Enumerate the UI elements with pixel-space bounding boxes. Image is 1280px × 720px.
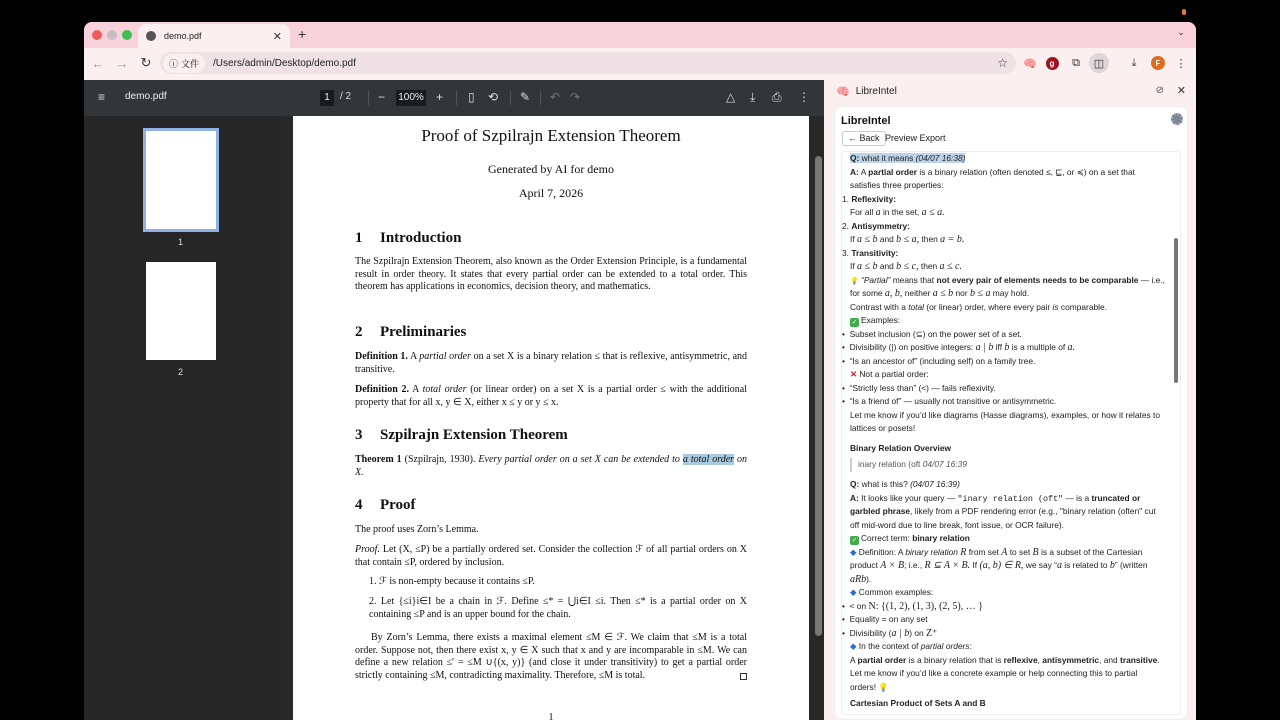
profile-button[interactable] [1148,53,1168,73]
intro-paragraph: The Szpilrajn Extension Theorem, also known as the Order Extension Principle, is a fundamental result in order theory. It states that every partial order can be extended to a total order. This theorem has applications in economics, decision theory, and mathematics. [355,256,747,293]
answer-line: aRb). [850,574,872,585]
question: Q: what is this? (04/07 16:39) [850,479,960,489]
document-author: Generated by AI for demo [488,162,614,176]
answer-line: product A × B; i.e., R ⊆ A × B. If (a, b) ∈ R, we say “a is related to b” (written [850,560,1148,571]
definition-1: Definition 1. A partial order on a set X is a binary relation ≤ that is reflexive, antisymmetric, and transitive. [355,351,748,375]
back-button[interactable]: ← [91,55,105,71]
pdf-filename: demo.pdf [125,91,167,102]
diamond-icon: ◆ [850,641,857,651]
answer-line: Contrast with a total (or linear) order, where every pair is comparable. [850,302,1107,312]
side-panel-icon[interactable]: ◫ [1089,53,1109,73]
redo-icon[interactable]: ↷ [570,90,581,104]
zoom-level-input[interactable]: 100% [396,90,426,106]
answer-line: If a ≤ b and b ≤ a, then a = b. [850,234,965,245]
list-item: • Equality = on any set [842,614,928,624]
cross-icon: ✕ [850,369,858,379]
answer-line: ✕ Not a partial order: [850,369,929,379]
section-heading: 4 Proof [355,497,416,513]
quoted-selection: inary relation (oft 04/07 16:39 [850,458,967,472]
g-extension-icon: g [1046,57,1059,70]
thumbnail-page-2[interactable] [146,262,216,360]
list-item: • “Is an ancestor of” (including self) on a family tree. [842,356,1036,366]
thumbnail-label: 1 [178,237,184,247]
answer-line: If a ≤ b and b ≤ c, then a ≤ c. [850,261,962,272]
proof-item-1: 1. ℱ is non-empty because it contains ≤P. [369,576,535,587]
page-number-input[interactable]: 1 [320,90,334,106]
page-total: / 2 [340,91,352,102]
side-panel-title: LibreIntel [855,85,897,97]
thumbnail-sidebar [84,116,280,720]
reload-button[interactable]: ↻ [140,55,152,70]
url-text: /Users/admin/Desktop/demo.pdf [213,57,356,69]
extensions-puzzle-icon[interactable]: ⧉ [1072,56,1080,69]
property-antisymmetry: 2. Antisymmetry: [842,221,910,231]
selected-text: a total order [682,454,735,465]
rotate-icon[interactable]: ⟲ [488,90,499,104]
brain-icon: 🧠 [836,85,850,98]
annotate-icon[interactable]: ✎ [520,90,531,104]
document-pane [280,116,824,720]
check-icon: ✓ [851,319,858,326]
libreintel-card [834,106,1188,720]
proof-paragraph: Proof. Let (X, ≤P) be a partially ordered set. Consider the collection ℱ of all partial orders on X that contain ≤P, ordered by inclusion. [355,544,748,568]
lightbulb-icon: 💡 [850,278,859,285]
property-reflexivity: 1. Reflexivity: [842,194,897,204]
check-icon: ✓ [851,537,858,544]
list-item: • Divisibility (|) on positive integers: a | b iff b is a multiple of a. [842,342,1076,353]
download-icon[interactable]: ⤓ [750,90,756,104]
answer-line: off mid-word due to line break, font issue, or OCR failure). [850,520,1064,530]
zorn-paragraph: By Zorn’s Lemma, there exists a maximal element ≤M ∈ ℱ. We claim that ≤M is a total order. Suppose not, then there exist x, y ∈ X such that x and y are incomparable in ≤M. We can define a new relation ≤′ = ≤M ∪{(x, y)} (and close it under transitivity) to get a partial order strictly containing ≤M, contradicting maximality. Therefore, ≤M is total. [355,632,747,682]
tab-demo-pdf[interactable] [138,24,290,48]
answer-line: A partial order is a binary relation that is reflexive, antisymmetric, and transitive. [850,655,1160,665]
divider [540,91,541,105]
minimize-window-button[interactable] [107,30,117,40]
section-title: Cartesian Product of Sets A and B [850,698,986,708]
gear-icon[interactable] [1171,113,1183,125]
answer-line: 💡 “Partial” means that not every pair of elements needs to be comparable — i.e., [850,275,1165,285]
list-item: • < on N: {(1, 2), (1, 3), (2, 5), … } [842,601,984,612]
section-heading: 2 Preliminaries [355,324,467,340]
divider [510,91,511,105]
definition-2: Definition 2. A total order (or linear order) on a set X is a partial order ≤ with the additional property that for all x, y ∈ X, either x ≤ y or y ≤ x. [355,384,748,408]
proof-item-2: 2. Let {≤i}i∈I be a chain in ℱ. Define ≤* = ⋃i∈I ≤i. Then ≤* is a partial order on X containing ≤P and is an upper bound for the chain. [369,596,747,620]
zoom-in-button[interactable]: + [436,90,444,104]
new-tab-button[interactable]: + [298,26,307,42]
answer-line: Let me know if you’d like diagrams (Hasse diagrams), examples, or how it relates to [850,410,1161,420]
answer-line: ✓ Examples: [851,315,901,326]
answer-line: garbled phrase, likely from a PDF rendering error (e.g., "binary relation (often" cut [850,506,1156,516]
info-icon: ⓘ [169,58,179,69]
sidebar-menu-icon[interactable]: ≡ [98,90,106,104]
site-info-label: 文件 [181,58,200,69]
answer-line: ✓ Correct term: binary relation [851,533,970,544]
thumbnail-label: 2 [178,367,184,377]
tab-title: demo.pdf [164,31,202,41]
divider [368,91,369,105]
answer-line: A: A partial order is a binary relation (often denoted ≤, ⊑, or ≼) on a set that [850,167,1135,177]
section-title: Binary Relation Overview [850,443,952,453]
diamond-icon: ◆ [850,587,857,597]
chrome-menu-icon[interactable]: ⋮ [1175,57,1187,70]
close-side-panel-icon[interactable]: ✕ [1176,85,1186,97]
browser-toolbar [84,48,1196,78]
zoom-out-button[interactable]: − [378,90,386,104]
answer-line: satisfies three properties: [850,180,944,190]
downloads-icon[interactable]: ⤓ [1131,56,1137,69]
bookmark-star-icon[interactable]: ☆ [997,56,1008,70]
site-info-chip[interactable] [163,54,205,73]
close-tab-icon[interactable]: ✕ [272,30,282,43]
back-button[interactable]: ← Back [842,131,886,146]
pdf-page-1 [293,116,809,720]
print-icon[interactable]: ⎙ [772,90,782,104]
document-title: Proof of Szpilrajn Extension Theorem [421,126,681,145]
tab-strip [84,22,1196,48]
side-panel-header [830,80,1196,102]
pdf-viewer [84,80,824,720]
maximize-window-button[interactable] [122,30,132,40]
answer-line: For all a in the set, a ≤ a. [850,207,945,218]
globe-icon [146,31,156,41]
answer-line: lattices or posets! [850,423,916,433]
theorem-1: Theorem 1 (Szpilrajn, 1930). Every partial order on a set X can be extended to a total order on X. [355,454,748,478]
proof-intro: The proof uses Zorn’s Lemma. [355,524,479,535]
list-item: • Subset inclusion (⊆) on the power set of a set. [842,329,1022,339]
answer-line: A: It looks like your query — "inary relation (oft" — is a truncated or [850,493,1141,504]
recording-indicator [1182,9,1186,15]
card-title: LibreIntel [841,115,891,127]
forward-button[interactable]: → [115,55,129,71]
address-bar[interactable] [160,52,1016,74]
list-item: • “Is a friend of” — usually not transitive or antisymmetric. [842,396,1057,406]
fit-page-icon[interactable]: ▯ [468,90,475,104]
close-window-button[interactable] [92,30,102,40]
answer-line: ◆ Common examples: [850,587,934,597]
g-extension-button[interactable] [1042,53,1062,73]
undo-icon[interactable]: ↶ [550,90,561,104]
thumbnail-page-1[interactable] [143,128,219,232]
answer-line: ◆ Definition: A binary relation R from set A to set B is a subset of the Cartesian [850,547,1143,558]
list-item: • Divisibility (a | b) on Z⁺ [842,628,938,639]
save-to-drive-icon[interactable]: △ [726,90,736,104]
side-panel [830,80,1196,720]
diamond-icon: ◆ [850,547,857,557]
answer-line: for some a, b, neither a ≤ b nor b ≤ a may hold. [850,288,1030,299]
section-heading: 1 Introduction [355,230,462,246]
page-number: 1 [548,712,554,720]
brain-extension-icon[interactable]: 🧠 [1023,57,1037,70]
preview-export-link[interactable]: Preview Export [885,133,946,143]
property-transitivity: 3. Transitivity: [842,248,899,258]
document-date: April 7, 2026 [518,186,584,200]
chat-scrollbar[interactable] [1174,238,1178,383]
tab-search-button[interactable]: ⌄ [1177,27,1185,37]
browser-window [84,22,1196,720]
more-options-icon[interactable]: ⋮ [798,90,810,104]
answer-line: ◆ In the context of partial orders: [850,641,972,651]
divider [456,91,457,105]
answer-line: orders! 💡 [850,682,889,692]
unpin-icon[interactable]: ⊘ [1155,85,1164,96]
chat-history [841,151,1181,715]
document-scrollbar[interactable] [815,156,822,636]
section-heading: 3 Szpilrajn Extension Theorem [355,427,568,443]
list-item: • “Strictly less than” (<) — fails reflexivity. [842,383,996,393]
question: Q: what it means (04/07 16:38) [850,153,966,163]
qed-symbol [740,673,747,680]
answer-line: Let me know if you’d like a concrete example or help connecting this to partial [850,668,1138,678]
avatar: F [1151,56,1165,70]
pdf-toolbar [84,80,824,116]
